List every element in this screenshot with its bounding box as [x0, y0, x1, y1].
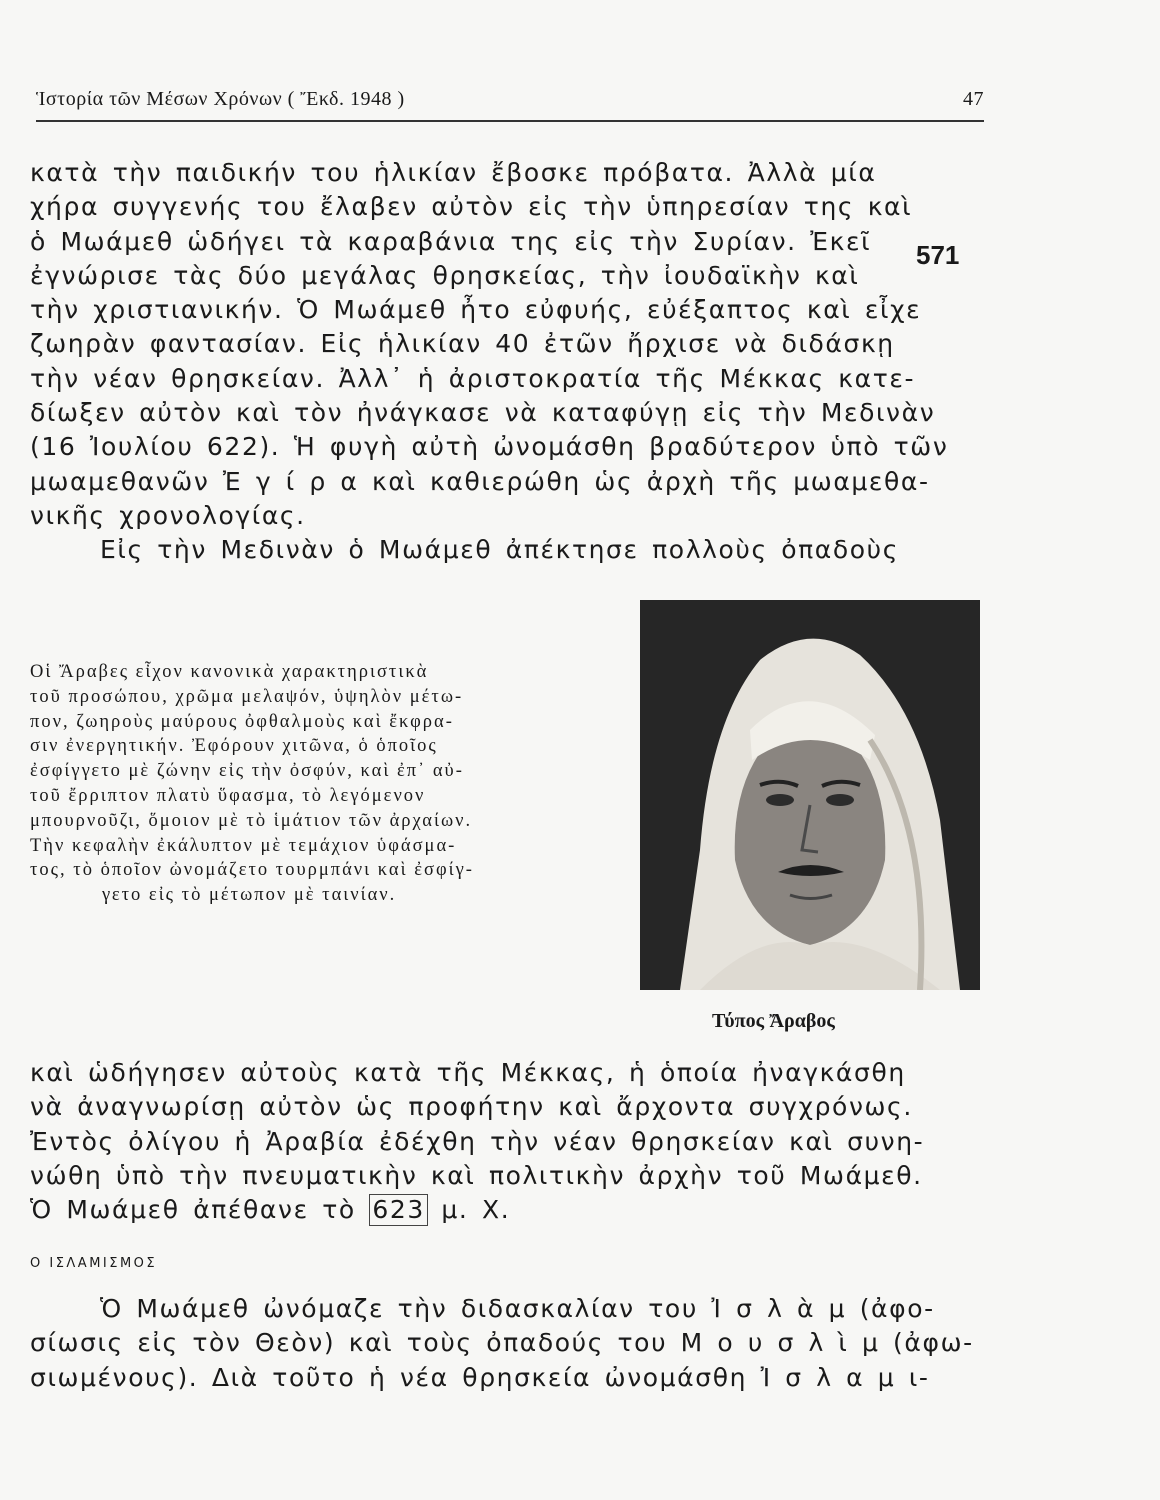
page-header — [36, 86, 984, 122]
figure-description — [30, 660, 600, 908]
caption-line: γετο εἰς τὸ μέτωπον μὲ ταινίαν. — [102, 885, 397, 906]
caption-line: σιν ἐνεργητικήν. Ἐφόρουν χιτῶνα, ὁ ὁποῖος — [30, 736, 438, 757]
portrait-illustration — [640, 600, 980, 990]
text-line: καὶ ὡδήγησεν αὐτοὺς κατὰ τῆς Μέκκας, ἡ ὁποία ἠναγκάσθη — [30, 1058, 906, 1087]
caption-line: Τὴν κεφαλὴν ἐκάλυπτον μὲ τεμάχιον ὑφάσμα- — [30, 835, 457, 856]
paragraph-2-continued — [30, 1056, 985, 1227]
page-number: 47 — [963, 88, 984, 110]
text-line: ζωηρὰν φαντασίαν. Εἰς ἡλικίαν 40 ἐτῶν ἤρχισε νὰ διδάσκῃ — [30, 329, 895, 359]
text-line: ὁ Μωάμεθ ὡδήγει τὰ καραβάνια της εἰς τὴν Συρίαν. Ἐκεῖ — [30, 226, 872, 256]
caption-line: τοῦ ἔρριπτον πλατὺ ὕφασμα, τὸ λεγόμενον — [30, 785, 426, 806]
text-line: νὰ ἀναγνωρίσῃ αὐτὸν ὡς προφήτην καὶ ἄρχοντα συγχρόνως. — [30, 1092, 913, 1122]
text-line: σίωσις εἰς τὸν Θεὸν) καὶ τοὺς ὀπαδούς του Μ ο υ σ λ ὶ μ (ἀφω- — [30, 1328, 974, 1358]
text-line: ἐγνώρισε τὰς δύο μεγάλας θρησκείας, τὴν ἰουδαϊκὴν καὶ — [30, 260, 860, 290]
caption-line: ἐσφίγγετο μὲ ζώνην εἰς τὴν ὀσφύν, καὶ ἐπ᾽ αὐ- — [30, 761, 464, 782]
paragraph-3 — [30, 1292, 985, 1395]
arab-portrait-photo — [640, 600, 980, 990]
text-line: νώθη ὑπὸ τὴν πνευματικὴν καὶ πολιτικὴν ἀρχὴν τοῦ Μωάμεθ. — [30, 1160, 923, 1190]
running-title: Ἱστορία τῶν Μέσων Χρόνων ( Ἔκδ. 1948 ) — [36, 88, 405, 110]
section-heading: Ο ΙΣΛΑΜΙΣΜΟΣ — [30, 1256, 158, 1271]
text-line: (16 Ἰουλίου 622). Ἡ φυγὴ αὐτὴ ὠνομάσθη βραδύτερον ὑπὸ τῶν — [30, 432, 949, 462]
caption-line: μπουρνοῦζι, ὅμοιον μὲ τὸ ἱμάτιον τῶν ἀρχαίων. — [30, 810, 473, 831]
death-year-line — [30, 1193, 985, 1227]
text-line: Ὁ Μωάμεθ ὠνόμαζε τὴν διδασκαλίαν του Ἰ σ λ ὰ μ (ἀφο- — [100, 1294, 935, 1323]
figure-caption: Τύπος Ἄραβος — [712, 1010, 835, 1032]
margin-number: 571 — [916, 240, 960, 270]
paragraph-2-first-line: Εἰς τὴν Μεδινὰν ὁ Μωάμεθ ἀπέκτησε πολλοὺς ὀπαδοὺς — [100, 535, 900, 565]
era-abbreviation: μ. Χ. — [441, 1195, 511, 1225]
text-line: κατὰ τὴν παιδικήν του ἡλικίαν ἔβοσκε πρόβατα. Ἀλλὰ μία — [30, 158, 877, 187]
text-line: τὴν χριστιανικήν. Ὁ Μωάμεθ ἦτο εὐφυής, εὐέξαπτος καὶ εἶχε — [30, 295, 922, 325]
death-year: 623 — [369, 1194, 428, 1226]
death-text: Ὁ Μωάμεθ ἀπέθανε τὸ — [30, 1195, 356, 1225]
caption-line: τος, τὸ ὁποῖον ὠνομάζετο τουρμπάνι καὶ ἐσφίγ- — [30, 860, 474, 881]
text-line: σιωμένους). Διὰ τοῦτο ἡ νέα θρησκεία ὠνομάσθη Ἰ σ λ α μ ι- — [30, 1362, 930, 1392]
caption-line: πον, ζωηροὺς μαύρους ὀφθαλμοὺς καὶ ἔκφρα- — [30, 711, 454, 732]
paragraph-1 — [30, 156, 985, 568]
text-line: νικῆς χρονολογίας. — [30, 500, 306, 530]
text-line: Ἐντὸς ὀλίγου ἡ Ἀραβία ἐδέχθη τὴν νέαν θρησκείαν καὶ συνη- — [30, 1126, 925, 1156]
text-line: χήρα συγγενής του ἔλαβεν αὐτὸν εἰς τὴν ὑπηρεσίαν της καὶ — [30, 192, 913, 222]
caption-line: Οἱ Ἄραβες εἶχον κανονικὰ χαρακτηριστικὰ — [30, 662, 429, 682]
caption-line: τοῦ προσώπου, χρῶμα μελαψόν, ὑψηλὸν μέτω- — [30, 686, 464, 707]
text-line: μωαμεθανῶν Ἐ γ ί ρ α καὶ καθιερώθη ὡς ἀρχὴ τῆς μωαμεθα- — [30, 466, 930, 496]
text-line: τὴν νέαν θρησκείαν. Ἀλλ᾽ ἡ ἀριστοκρατία τῆς Μέκκας κατε- — [30, 363, 916, 393]
text-line: δίωξεν αὐτὸν καὶ τὸν ἠνάγκασε νὰ καταφύγῃ εἰς τὴν Μεδινὰν — [30, 398, 936, 428]
